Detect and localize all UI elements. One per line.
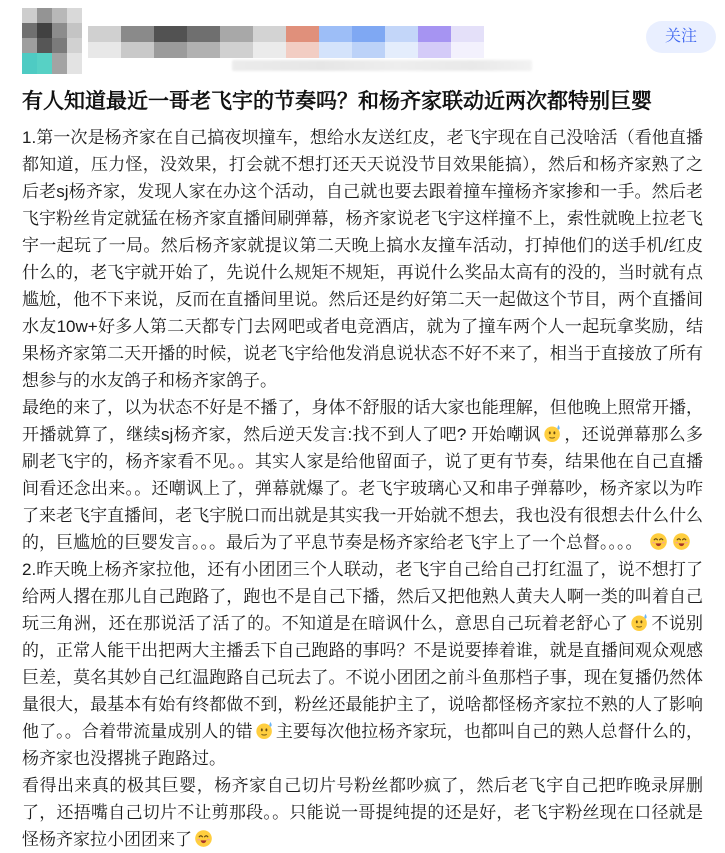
post-paragraph: 看得出来真的极其巨婴，杨齐家自己切片号粉丝都吵疯了，然后老飞宇自己把昨晚录屏删了，还捂嘴自己切片不让剪那段。。只能说一哥提纯提的还是好，老飞宇粉丝现在口径就是怪杨齐家拉小团团来了: [22, 776, 703, 850]
author-avatar-redacted[interactable]: [22, 8, 82, 74]
post-paragraph: 2.昨天晚上杨齐家拉他，还有小团团三个人联动，老飞宇自己给自己打红温了，说不想打了给两人撂在那儿自己跑路了，跑也不是自己下播，然后又把他熟人黄夫人啊一类的叫着自己玩三角洲，还在那说活了活了的。不知道是在暗讽什么，意思自己玩着老舒心了 不说别的，正常人能干出把两大主播丢下自己跑路的事吗？不是说要捧着谁，就是直播间观众观感巨差，莫名其妙自己红温跑路自己玩去了。不说小团团之前斗鱼那档子事，现在复播仍然体量很大，最基本有始有终都做不到，粉丝还最能护主了，说啥都怪杨齐家拉不熟的人了影响他了。。合着带流量成别人的错 主要每次他拉杨齐家玩，也都叫自己的熟人总督什么的，杨齐家也没撂挑子跑路过。: [22, 560, 704, 769]
follow-button[interactable]: 关注: [646, 21, 716, 53]
post-title: 有人知道最近一哥老飞宇的节奏吗？和杨齐家联动近两次都特别巨婴: [22, 90, 652, 113]
laugh-emoji-icon: [672, 532, 691, 551]
post-paragraph: 最绝的来了，以为状态不好是不播了，身体不舒服的话大家也能理解，但他晚上照常开播，开播就算了，继续sj杨齐家，然后逆天发言:找不到人了吧? 开始嘲讽 ，还说弹幕那么多刷老飞宇的，杨齐家看不见。。其实人家是给他留面子，说了更有节奏，结果他在自己直播间看还念出来。。还嘲讽上了，弹幕就爆了。老飞宇玻璃心又和串子弹幕吵，杨齐家以为咋了来老飞宇直播间，老飞宇脱口而出就是其实我一开始就不想去，我也没有很想去什么什么的，巨尴尬的巨婴发言。。。最后为了平息节奏是杨齐家给老飞宇上了一个总督。。。。: [22, 398, 703, 553]
post-body: [22, 124, 703, 853]
sweat-emoji-icon: [543, 424, 562, 443]
post-paragraph: 1.第一次是杨齐家在自己搞夜坝撞车，想给水友送红皮，老飞宇现在自己没啥活（看他直播都知道，压力怪，没效果，打会就不想打还天天说没节目效果能搞），然后和杨齐家熟了之后老sj杨齐家，发现人家在办这个活动，自己就也要去跟着撞车撞杨齐家掺和一手。然后老飞宇粉丝肯定就猛在杨齐家直播间刷弹幕，杨齐家说老飞宇这样撞不上，索性就晚上拉老飞宇一起玩了一局。然后杨齐家就提议第二天晚上搞水友撞车活动，打掉他们的送手机/红皮什么的，老飞宇就开始了，先说什么规矩不规矩，再说什么奖品太高有的没的，当时就有点尴尬，他不下来说，反而在直播间里说。然后还是约好第二天一起做这个节目，两个直播间水友10w+好多人第二天都专门去网吧或者电竞酒店，就为了撞车两个人一起玩拿奖励，结果杨齐家第二天开播的时候，说老飞宇给他发消息说状态不好不来了，相当于直接放了所有想参与的水友鸽子和杨齐家鸽子。: [22, 128, 703, 391]
avatar-mosaic-image: [22, 8, 82, 74]
laugh-emoji-icon: [649, 532, 668, 551]
author-name-redacted[interactable]: [88, 26, 484, 58]
sweat-emoji-icon: [630, 613, 649, 632]
name-mosaic-image: [88, 26, 484, 58]
laugh-emoji-icon: [194, 829, 213, 848]
author-meta-redacted: [232, 60, 532, 71]
post-header: [0, 0, 725, 74]
sweat-emoji-icon: [255, 721, 274, 740]
